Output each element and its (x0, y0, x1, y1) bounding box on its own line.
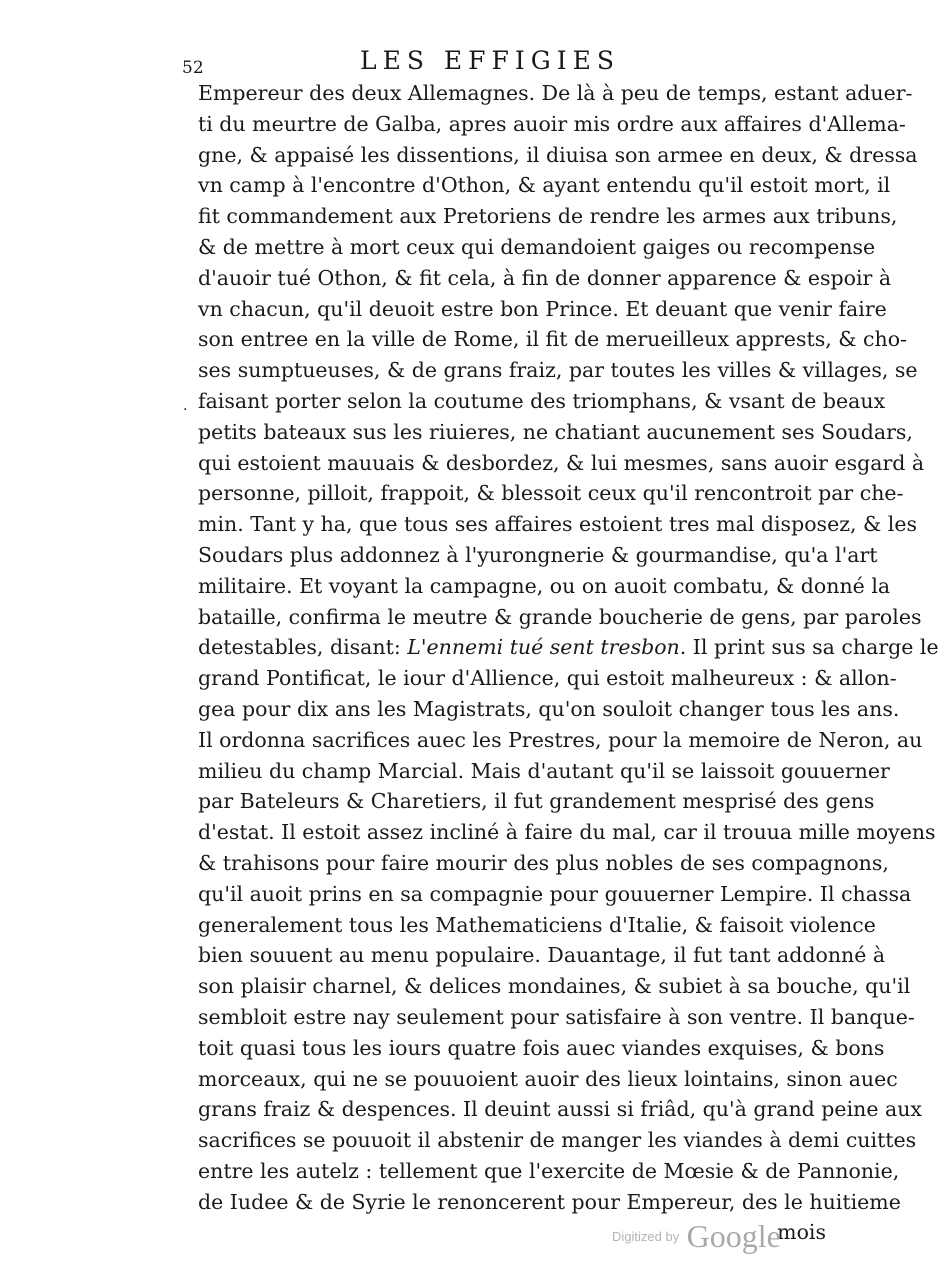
text-line: d'estat. Il estoit assez incliné à faire du mal, car il trouua mille moyens (198, 820, 936, 845)
margin-mark: . (183, 398, 188, 414)
text-line: petits bateaux sus les riuieres, ne chatiant aucunement ses Soudars, (198, 419, 913, 444)
google-logo: Google (686, 1218, 781, 1254)
digitized-watermark (612, 1218, 781, 1255)
text-line: vn camp à l'encontre d'Othon, & ayant entendu qu'il estoit mort, il (198, 173, 891, 198)
text-line: gea pour dix ans les Magistrats, qu'on souloit changer tous les ans. (198, 696, 900, 721)
text-line: entre les autelz : tellement que l'exercite de Mœsie & de Pannonie, (198, 1158, 900, 1183)
text-line: bataille, confirma le meutre & grande boucherie de gens, par paroles (198, 604, 922, 629)
text-line: vn chacun, qu'il deuoit estre bon Prince. Et deuant que venir faire (198, 296, 887, 321)
body-text (198, 78, 939, 1248)
text-line: Soudars plus addonnez à l'yurongnerie & gourmandise, qu'a l'art (198, 542, 878, 567)
text-line: militaire. Et voyant la campagne, ou on auoit combatu, & donné la (198, 573, 891, 598)
text-segment: detestables, disant: (198, 635, 408, 660)
text-line: ses sumptueuses, & de grans fraiz, par toutes les villes & villages, se (198, 358, 918, 383)
catchword: mois (777, 1220, 826, 1245)
text-line: grans fraiz & despences. Il deuint aussi si friâd, qu'à grand peine aux (198, 1097, 922, 1122)
text-line: min. Tant y ha, que tous ses affaires estoient tres mal disposez, & les (198, 512, 918, 537)
text-line: Empereur des deux Allemagnes. De là à peu de temps, estant aduer- (198, 81, 913, 105)
text-line: qui estoient mauuais & desbordez, & lui mesmes, sans auoir esgard à (198, 450, 925, 475)
text-segment: Il print sus sa charge le (686, 635, 939, 660)
italic-quote: L'ennemi tué sent tresbon. (407, 635, 687, 660)
text-line: faisant porter selon la coutume des triomphans, & vsant de beaux (198, 388, 886, 413)
text-line: de Iudee & de Syrie le renoncerent pour Empereur, des le huitieme (198, 1189, 901, 1214)
text-line: son entree en la ville de Rome, il fit de merueilleux apprests, & cho- (198, 327, 907, 352)
text-line: sacrifices se pouuoit il abstenir de manger les viandes à demi cuittes (198, 1128, 917, 1153)
digitized-by-label: Digitized by (612, 1229, 680, 1244)
text-line: ti du meurtre de Galba, apres auoir mis ordre aux affaires d'Allema- (198, 111, 906, 136)
text-line: d'auoir tué Othon, & fit cela, à fin de donner apparence & espoir à (198, 265, 892, 290)
text-line: fit commandement aux Pretoriens de rendre les armes aux tribuns, (198, 204, 898, 229)
text-line: sembloit estre nay seulement pour satisfaire à son ventre. Il banque- (198, 1004, 915, 1029)
text-line: gne, & appaisé les dissentions, il diuisa son armee en deux, & dressa (198, 142, 918, 167)
text-line: son plaisir charnel, & delices mondaines, & subiet à sa bouche, qu'il (198, 974, 911, 999)
text-line: generalement tous les Mathematiciens d'Italie, & faisoit violence (198, 912, 876, 937)
text-line: personne, pilloit, frappoit, & blessoit ceux qu'il rencontroit par che- (198, 481, 904, 506)
text-line: morceaux, qui ne se pouuoient auoir des lieux lointains, sinon auec (198, 1066, 898, 1091)
page-number: 52 (182, 58, 204, 78)
text-line: qu'il auoit prins en sa compagnie pour gouuerner Lempire. Il chassa (198, 881, 912, 906)
text-line: Il ordonna sacrifices auec les Prestres, pour la memoire de Neron, au (198, 727, 923, 752)
running-head: LES EFFIGIES (360, 46, 620, 75)
text-line: toit quasi tous les iours quatre fois auec viandes exquises, & bons (198, 1035, 885, 1060)
text-line: & de mettre à mort ceux qui demandoient gaiges ou recompense (198, 234, 876, 259)
text-line: grand Pontificat, le iour d'Allience, qui estoit malheureux : & allon- (198, 666, 897, 691)
text-line-with-quote (198, 632, 939, 663)
text-line: par Bateleurs & Charetiers, il fut grandement mesprisé des gens (198, 789, 875, 814)
text-line: & trahisons pour faire mourir des plus nobles de ses compagnons, (198, 850, 889, 875)
text-line: milieu du champ Marcial. Mais d'autant qu'il se laissoit gouuerner (198, 758, 890, 783)
text-line: bien souuent au menu populaire. Dauantage, il fut tant addonné à (198, 943, 886, 968)
